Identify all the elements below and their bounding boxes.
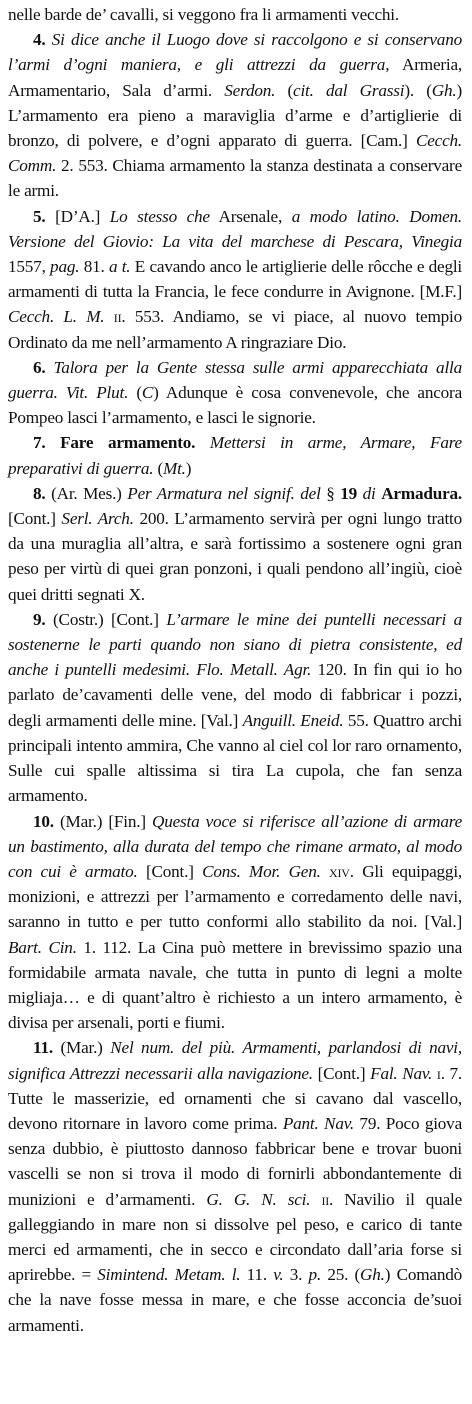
- entry-6: 6. Talora per la Gente stessa sulle armi apparecchiata alla guerra. Vit. Plut. (C) Adunque è cosa convenevole, che ancora Pompeo lasci l’armamento, e lasci le signorie.: [8, 357, 463, 428]
- entry-7: 7. Fare armamento. Mettersi in arme, Armare, Fare preparativi di guerra. (Mt.): [8, 433, 462, 478]
- entry-4: 4. Si dice anche il Luogo dove si raccolgono e si conservano l’armi d’ogni maniera, e gli attrezzi da guerra, Armeria, Armamentario, Sala d’armi. Serdon. (cit. dal Grassi). (Gh.) L’armamento era pieno a maraviglia d’arme e d’artiglierie di bronzo, di polvere, e d’ogni apparato di guerra. [Cam.] Cecch. Comm. 2. 553. Chiama armamento la stanza destinata a conservare le armi.: [8, 30, 463, 201]
- entry-8: 8. (Ar. Mes.) Per Armatura nel signif. del § 19 di Armadura. [Cont.] Serl. Arch. 200. L’armamento servirà per ogni lungo tratto da una muraglia all’altra, e sarà fortissimo a sostenere ogni gran peso per virtù di quei gran ponzoni, i quali pendono all’ingiù, cioè quei dritti segnati X.: [8, 483, 463, 604]
- entry-11: 11. (Mar.) Nel num. del più. Armamenti, parlandosi di navi, significa Attrezzi necessarii alla navigazione. [Cont.] Fal. Nav. i. 7. Tutte le masserizie, ed ornamenti che si cavano dal vascello, devono ritornare in lavoro come prima. Pant. Nav. 79. Poco giova senza dubbio, è piuttosto dannoso fabbricar bene e trovar buoni vascelli se non si trova il modo di fornirli abbondantemente di munizioni e d’armamenti. G. G. N. sci. ii. Navilio il quale galleggiando in mare non si dissolve pel peso, e carico di tante merci ed armamenti, che in secco e circondato dall’aria forse si aprirebbe. = Simintend. Metam. l. 11. v. 3. p. 25. (Gh.) Comandò che la nave fosse messa in mare, e che fosse acconcia de’suoi armamenti.: [8, 1038, 463, 1335]
- entry-continuation: nelle barde de’ cavalli, si veggono fra li armamenti vecchi.: [8, 5, 399, 24]
- entry-10: 10. (Mar.) [Fin.] Questa voce si riferisce all’azione di armare un bastimento, alla durata del tempo che rimane armato, al modo con cui è armato. [Cont.] Cons. Mor. Gen. xiv. Gli equipaggi, monizioni, e attrezzi per l’armamento e corredamento delle navi, saranno in tutto e per tutto conformi allo stabilito da noi. [Val.] Bart. Cin. 1. 112. La Cina può mettere in brevissimo spazio una formidabile armata navale, che tutta in punto di legni a molte migliaja… e di quant’altro è richiesto a un intero armamento, è divisa per arsenali, porti e fiumi.: [8, 811, 463, 1033]
- entry-5: 5. [D’A.] Lo stesso che Arsenale, a modo latino. Domen. Versione del Giovio: La vita del marchese di Pescara, Vinegia 1557, pag. 81. a t. E cavando anco le artiglierie delle rôcche e degli armamenti di tutta la Francia, le fece condurre in Avignone. [M.F.] Cecch. L. M. ii. 553. Andiamo, se vi piace, al nuovo tempio Ordinato da me nell’armamento A ringraziare Dio.: [8, 206, 463, 352]
- entry-9: 9. (Costr.) [Cont.] L’armare le mine dei puntelli necessari a sostenerne le parti quando non siano di pietra consistente, ed anche i puntelli medesimi. Flo. Metall. Agr. 120. In fin qui io ho parlato de’cavamenti delle vene, del modo di fabbricar i pozzi, degli armamenti delle mine. [Val.] Anguill. Eneid. 55. Quattro archi principali intento ammira, Che vanno al ciel col lor raro ornamento, Sulle cui spalle altissima si tira La cupola, che fan senza armamento.: [8, 609, 462, 806]
